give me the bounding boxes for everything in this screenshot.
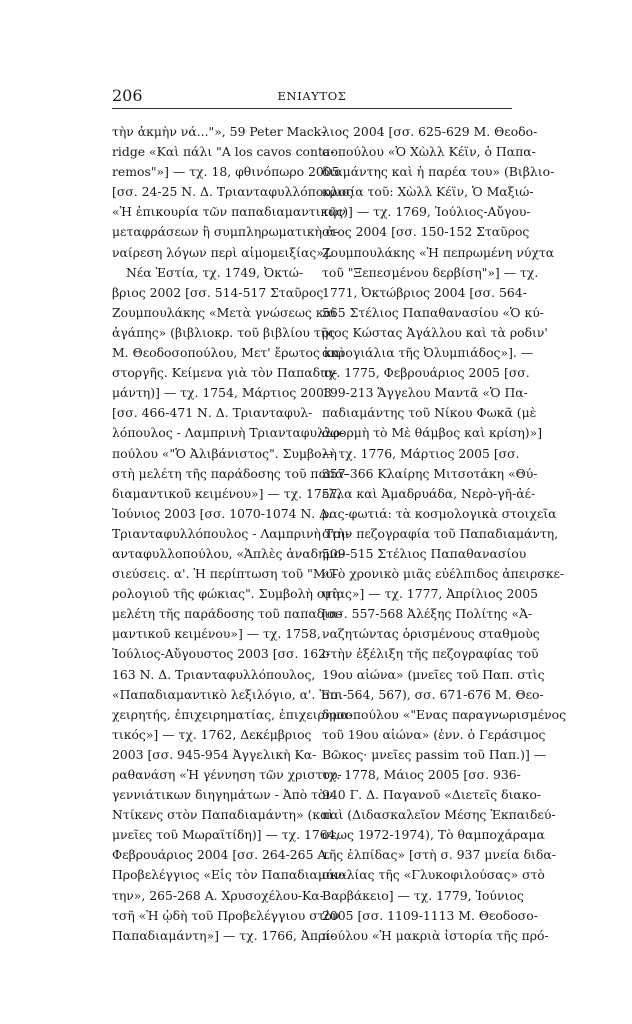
text-line: [σσ. 557-568 Ἀλέξης Πολίτης «Ἀ- <box>322 606 533 622</box>
text-line: τχ. 1775, Φεβρουάριος 2005 [σσ. <box>322 365 530 381</box>
text-line: τοῦ 19ου αἰώνα» (ἐνν. ὁ Γεράσιμος <box>322 726 546 742</box>
text-line: — τχ. 1776, Μάρτιος 2005 [σσ. <box>322 445 520 461</box>
text-line: γεννιάτικων διηγημάτων - Ἀπὸ τὸν <box>112 787 334 803</box>
text-line: ἀγάπης» (βιβλιοκρ. τοῦ βιβλίου τῆς <box>112 324 336 340</box>
text-line: τὴν ἀκμὴν νά..."», 59 Peter Mack- <box>112 124 326 139</box>
text-line: μεταφράσεων ἢ συμπληρωματικὴ ἀ- <box>112 224 339 240</box>
text-line: στος 2004 [σσ. 150-152 Σταῦρος <box>322 224 530 240</box>
text-line: ανταφυλλοπούλου, «Ἁπλὲς ἀναδημο- <box>112 545 346 561</box>
text-line: 199-213 Ἄγγελου Μαντᾶ «Ὁ Πα- <box>322 385 528 401</box>
text-line: Ζουμπουλάκης «Μετὰ γνώσεως καὶ <box>112 304 337 320</box>
text-line: ραθανάση «Ἡ γέννηση τῶν χριστου- <box>112 767 342 782</box>
text-line: σσ. 564, 567), σσ. 671-676 Μ. Θεο- <box>322 686 544 702</box>
left-text-column <box>112 122 354 946</box>
text-line: ριος Κώστας Ἀγάλλου καὶ τὰ ροδιν' <box>322 324 548 340</box>
text-line: στοργῆς. Κείμενα γιὰ τὸν Παπαδια- <box>112 365 338 381</box>
text-line: ρολογιοῦ τῆς φώκιας". Συμβολὴ στὴ <box>112 586 340 602</box>
text-line: 19ου αἰώνα» (μνεῖες τοῦ Παπ. στὶς <box>322 666 545 682</box>
text-line: σοπούλου «Ὁ Χὼλλ Κέϊν, ὁ Παπα- <box>322 144 536 160</box>
text-line: 163 Ν. Δ. Τριανταφυλλόπουλος, <box>112 666 316 682</box>
text-line: τικός»] — τχ. 1762, Δεκέμβριος <box>112 726 312 742</box>
text-line: σκαλίας τῆς «Γλυκοφιλούσας» στὸ <box>322 867 545 883</box>
text-line: δοσοπούλου «"Ενας παραγνωρισμένος <box>322 706 567 722</box>
text-line: ἀφορμὴ τὸ Μὲ θάμβος καὶ κρίση)»] <box>322 425 543 441</box>
text-line: Βῶκος· μνεῖες passim τοῦ Παπ.)] — <box>322 746 547 762</box>
text-line: Τριανταφυλλόπουλος - Λαμπρινὴ Τρι- <box>112 525 350 541</box>
text-line: ridge «Καὶ πάλι "A los cavos conta- <box>112 144 335 160</box>
text-line: τοῦ "Ξεπεσμένου δερβίση"»] — τχ. <box>322 264 539 280</box>
text-line: παδιαμάντης τοῦ Νίκου Φωκᾶ (μὲ <box>322 405 537 421</box>
page-header <box>112 86 512 108</box>
text-line: remos"»] — τχ. 18, φθινόπωρο 2005 <box>112 164 340 180</box>
text-line: μνεῖες τοῦ Μωραϊτίδη)] — τχ. 1764, <box>112 827 340 843</box>
text-line: διαμάντης καὶ ἡ παρέα του» (Βιβλιο- <box>322 164 555 180</box>
text-line: παὶ (Διδασκαλεῖον Μέσης Ἐκπαιδεύ- <box>322 807 556 823</box>
text-line: 565 Στέλιος Παπαθανασίου «Ὁ κύ- <box>322 304 544 320</box>
header-rule <box>112 108 512 109</box>
text-line: μελέτη τῆς παράδοσης τοῦ παπαδια- <box>112 606 342 622</box>
text-line: στὴν ἐξέλιξη τῆς πεζογραφίας τοῦ <box>322 646 539 662</box>
text-line: ελλα καὶ Ἀμαδρυάδα, Νερὸ-γῆ-ἀέ- <box>322 485 536 501</box>
text-line: μάντη)] — τχ. 1754, Μάρτιος 2003 <box>112 385 332 401</box>
text-line: «Παπαδιαμαντικὸ λεξιλόγιο, α'. Ἐπι- <box>112 686 348 702</box>
text-line: ναζητώντας ὁρισμένους σταθμοὺς <box>322 626 540 642</box>
text-line: βριος 2002 [σσ. 514-517 Σταῦρος <box>112 284 324 300</box>
text-line: τῆς ἐλπίδας» [στὴ σ. 937 μνεία διδα- <box>322 847 556 863</box>
text-line: χειρητής, ἐπιχειρηματίας, ἐπιχειρημα- <box>112 706 353 722</box>
text-line: πούλου «Ἡ μακριὰ ἱστορία τῆς πρό- <box>322 927 549 943</box>
text-line: σιεύσεις. α'. Ἡ περίπτωση τοῦ "Μυ- <box>112 566 338 582</box>
text-line: μαντικοῦ κειμένου»] — τχ. 1758, <box>112 626 321 642</box>
text-line: ναίρεση λόγων περὶ αἱμομειξίας»]. <box>112 244 333 260</box>
running-head: ΕΝΙΑΥΤΟΣ <box>277 89 347 103</box>
text-line: Φεβρουάριος 2004 [σσ. 264-265 Α. <box>112 847 331 863</box>
text-line: την», 265-268 Α. Χρυσοχέλου-Κα- <box>112 887 324 903</box>
text-line: ρας-φωτιά: τὰ κοσμολογικὰ στοιχεῖα <box>322 505 557 521</box>
text-line: τσῆ «Ἡ ᾠδὴ τοῦ Προβελέγγιου στὸν <box>112 907 340 923</box>
text-line: 357-366 Κλαίρης Μιτσοτάκη «Θύ- <box>322 465 538 481</box>
text-line: διαμαντικοῦ κειμένου»] — τχ. 1757, <box>112 485 342 501</box>
text-line: 2005 [σσ. 1109-1113 Μ. Θεοδοσο- <box>322 907 538 923</box>
text-line: Ζουμπουλάκης «Ἡ πεπρωμένη νύχτα <box>322 244 555 260</box>
text-line: 509-515 Στέλιος Παπαθανασίου <box>322 545 527 561</box>
text-line: 1771, Ὀκτώβριος 2004 [σσ. 564- <box>322 284 527 300</box>
text-line: «Τὸ χρονικὸ μιᾶς εὐέλπιδος ἀπειρσκε- <box>322 566 565 582</box>
text-line: Ντίκενς στὸν Παπαδιαμάντη» (καὶ <box>112 807 334 823</box>
right-text-column <box>322 122 567 946</box>
text-line: [σσ. 466-471 Ν. Δ. Τριανταφυλ- <box>112 405 313 421</box>
text-line: 940 Γ. Δ. Παγανοῦ «Διετεῖς διακο- <box>322 787 542 803</box>
text-line: «Ἡ ἐπικουρία τῶν παπαδιαμαντικῶν <box>112 204 346 220</box>
text-line: [σσ. 24-25 Ν. Δ. Τριανταφυλλόπουλος <box>112 184 354 200</box>
text-line: λιος 2004 [σσ. 625-629 Μ. Θεοδο- <box>322 124 538 139</box>
text-line: κρισία τοῦ: Χὼλλ Κέϊν, Ὁ Μαξιώ- <box>322 184 534 200</box>
text-line: Μ. Θεοδοσοπούλου, Μετ' ἔρωτος καὶ <box>112 345 345 361</box>
text-line: Νέα Ἑστία, τχ. 1749, Ὀκτώ- <box>126 264 304 280</box>
text-line: 2003 [σσ. 945-954 Ἀγγελικὴ Κα- <box>112 746 317 762</box>
text-line: Ἰούλιος-Αὔγουστος 2003 [σσ. 162- <box>112 646 331 662</box>
text-line: στὴ μελέτη τῆς παράδοσης τοῦ παπα- <box>112 465 348 481</box>
text-line: ἀκρογιάλια τῆς Ὀλυμπιάδος»]. — <box>322 345 534 361</box>
text-line: Παπαδιαμάντη»] — τχ. 1766, Ἀπρί- <box>112 927 335 943</box>
text-line: της)] — τχ. 1769, Ἰούλιος-Αὔγου- <box>322 204 531 220</box>
text-line: σεως 1972-1974), Τὸ θαμποχάραμα <box>322 827 545 843</box>
text-line: τχ. 1778, Μάιος 2005 [σσ. 936- <box>322 767 521 782</box>
text-line: πούλου «"Ὁ Ἀλιβάνιστος". Συμβολὴ <box>112 445 337 461</box>
page-number: 206 <box>112 86 143 105</box>
text-line: στὴν πεζογραφία τοῦ Παπαδιαμάντη, <box>322 525 559 541</box>
text-line: Προβελέγγιος «Εἰς τὸν Παπαδιαμάν- <box>112 867 347 883</box>
text-line: ψίας»] — τχ. 1777, Ἀπρίλιος 2005 <box>322 586 539 602</box>
text-line: λόπουλος - Λαμπρινὴ Τριανταφυλλο- <box>112 425 345 441</box>
text-line: Ἰούνιος 2003 [σσ. 1070-1074 Ν. Δ. <box>112 505 333 521</box>
text-line: Βαρβάκειο] — τχ. 1779, Ἰούνιος <box>322 887 524 903</box>
